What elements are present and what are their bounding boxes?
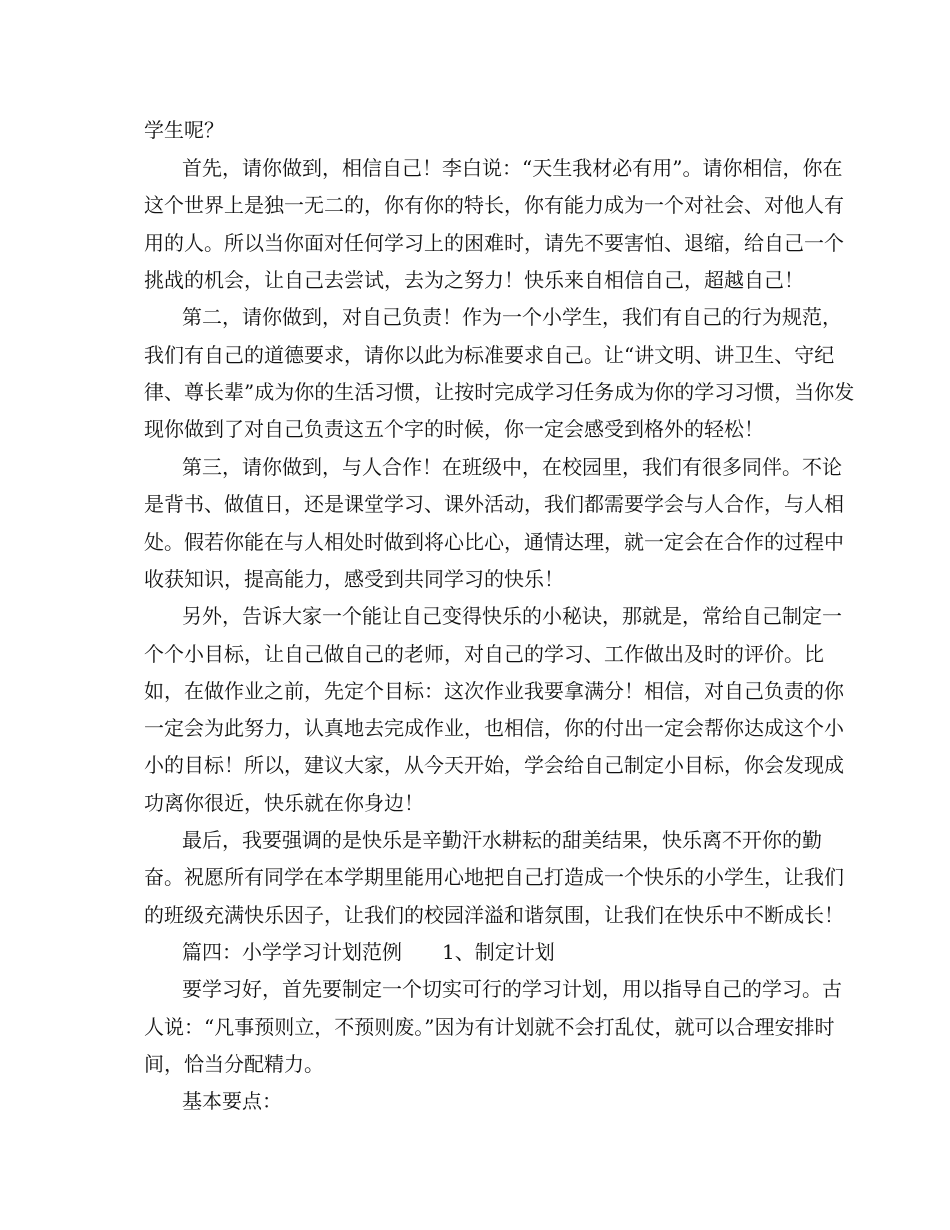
text-line: 第三，请你做到，与人合作！在班级中，在校园里，我们有很多同伴。不论 [182,455,842,479]
text-line: 处。假若你能在与人相处时做到将心比心，通情达理，就一定会在合作的过程中 [144,530,844,554]
text-line: 如，在做作业之前，先定个目标：这次作业我要拿满分！相信，对自己负责的你 [144,679,844,703]
text-line: 现你做到了对自己负责这五个字的时候，你一定会感受到格外的轻松！ [144,417,764,441]
text-line: 要学习好，首先要制定一个切实可行的学习计划，用以指导自己的学习。古 [182,977,842,1001]
text-line: 间，恰当分配精力。 [144,1052,324,1076]
text-line: 个个小目标，让自己做自己的老师，对自己的学习、工作做出及时的评价。比 [144,642,824,666]
text-line: 基本要点： [182,1089,282,1113]
text-line: 这个世界上是独一无二的，你有你的特长，你有能力成为一个对社会、对他人有 [144,193,844,217]
text-line: 最后，我要强调的是快乐是辛勤汗水耕耘的甜美结果，快乐离不开你的勤 [182,828,822,852]
text-line: 小的目标！所以，建议大家，从今天开始，学会给自己制定小目标，你会发现成 [144,753,844,777]
text-line: 学生呢？ [144,118,224,142]
text-line: 第二，请你做到，对自己负责！作为一个小学生，我们有自己的行为规范， [182,305,842,329]
text-line: 用的人。所以当你面对任何学习上的困难时，请先不要害怕、退缩，给自己一个 [144,231,844,255]
text-line: 是背书、做值日，还是课堂学习、课外活动，我们都需要学会与人合作，与人相 [144,492,844,516]
text-line: 另外，告诉大家一个能让自己变得快乐的小秘诀，那就是，常给自己制定一 [182,604,842,628]
text-line: 的班级充满快乐因子，让我们的校园洋溢和谐氛围，让我们在快乐中不断成长！ [144,903,844,927]
text-line: 首先，请你做到，相信自己！李白说：“天生我材必有用”。请你相信，你在 [182,156,843,180]
text-line: 人说：“凡事预则立，不预则废。”因为有计划就不会打乱仗，就可以合理安排时 [144,1015,835,1039]
text-line: 挑战的机会，让自己去尝试，去为之努力！快乐来自相信自己，超越自己！ [144,268,804,292]
section-heading: 篇四：小学学习计划范例 1、制定计划 [182,940,555,964]
text-line: 律、尊长辈”成为你的生活习惯，让按时完成学习任务成为你的学习习惯，当你发 [144,380,855,404]
text-line: 收获知识，提高能力，感受到共同学习的快乐！ [144,567,564,591]
text-line: 功离你很近，快乐就在你身边！ [144,791,424,815]
text-line: 我们有自己的道德要求，请你以此为标准要求自己。让“讲文明、讲卫生、守纪 [144,343,835,367]
text-line: 奋。祝愿所有同学在本学期里能用心地把自己打造成一个快乐的小学生，让我们 [144,865,844,889]
text-line: 一定会为此努力，认真地去完成作业，也相信，你的付出一定会帮你达成这个小 [144,716,844,740]
